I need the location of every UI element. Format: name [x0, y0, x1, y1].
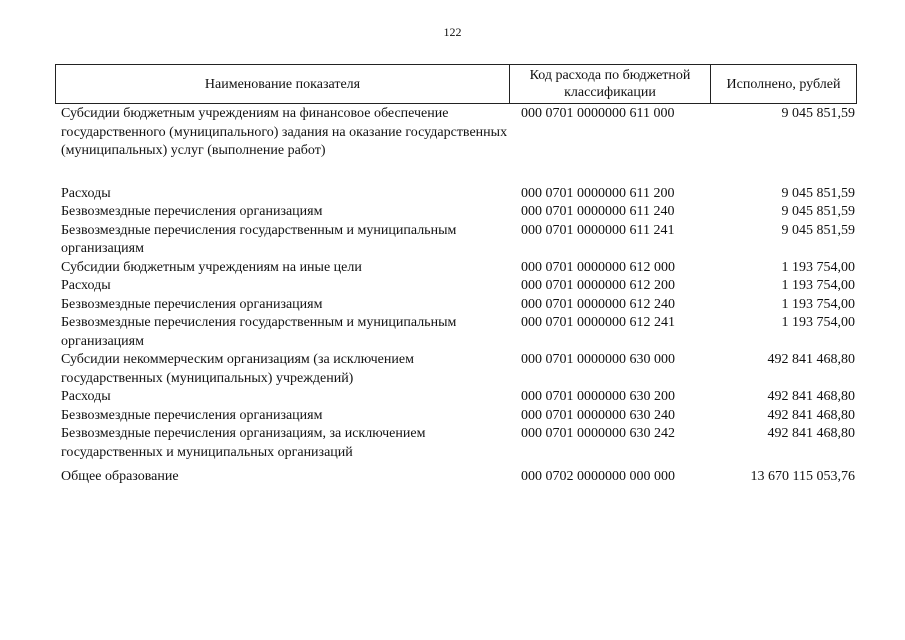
row-code: 000 0701 0000000 611 240 [521, 204, 675, 219]
row-name: Расходы [61, 278, 111, 293]
row-code: 000 0701 0000000 630 000 [521, 352, 675, 367]
header-amount: Исполнено, рублей [726, 76, 841, 92]
row-amount: 1 193 754,00 [781, 315, 855, 330]
row-code: 000 0701 0000000 612 200 [521, 278, 675, 293]
row-amount: 9 045 851,59 [781, 185, 855, 201]
table-row [55, 468, 857, 487]
page-number: 122 [443, 25, 462, 39]
row-amount: 13 670 115 053,76 [750, 469, 855, 484]
row-amount: 1 193 754,00 [781, 296, 855, 312]
row-code: 000 0701 0000000 630 242 [521, 426, 675, 441]
row-name: Безвозмездные перечисления государственным и муниципальным организациям [61, 222, 457, 256]
row-name: Субсидии бюджетным учреждениям на иные цели [61, 259, 362, 275]
row-code: 000 0701 0000000 612 241 [521, 315, 675, 330]
row-name: Расходы [61, 185, 111, 201]
row-amount: 492 841 468,80 [767, 407, 855, 423]
table-row [55, 105, 857, 161]
table-row [55, 388, 857, 407]
row-amount: 492 841 468,80 [767, 389, 855, 404]
row-code: 000 0702 0000000 000 000 [521, 469, 675, 484]
table-row [55, 259, 857, 278]
table-row [55, 222, 857, 259]
table-row [55, 277, 857, 296]
row-name: Субсидии некоммерческим организациям (за исключением государственных (муниципальных) учреждений) [61, 352, 414, 386]
row-code: 000 0701 0000000 612 000 [521, 259, 675, 275]
table-row [55, 351, 857, 388]
row-amount: 1 193 754,00 [781, 259, 855, 275]
row-name: Безвозмездные перечисления государственным и муниципальным организациям [61, 315, 457, 349]
row-amount: 492 841 468,80 [767, 352, 855, 367]
row-code: 000 0701 0000000 611 000 [521, 106, 675, 121]
row-code: 000 0701 0000000 611 200 [521, 185, 675, 201]
row-name: Безвозмездные перечисления организациям [61, 204, 323, 219]
table-row [55, 425, 857, 462]
header-code: Код расхода по бюджетной классификации [510, 65, 711, 103]
row-amount: 9 045 851,59 [781, 222, 855, 238]
table-row [55, 185, 857, 204]
table-row [55, 314, 857, 351]
table-row [55, 296, 857, 315]
row-amount: 9 045 851,59 [781, 106, 855, 121]
row-code: 000 0701 0000000 630 200 [521, 389, 675, 404]
row-name: Безвозмездные перечисления организациям, за исключением государственных и муниципальных организаций [61, 426, 426, 460]
row-name: Общее образование [61, 469, 179, 484]
table-body [55, 105, 857, 487]
table-row [55, 203, 857, 222]
row-amount: 9 045 851,59 [781, 204, 855, 219]
row-amount: 1 193 754,00 [781, 278, 855, 293]
row-code: 000 0701 0000000 612 240 [521, 296, 675, 312]
row-code: 000 0701 0000000 630 240 [521, 407, 675, 423]
row-name: Безвозмездные перечисления организациям [61, 296, 323, 312]
table-row [55, 407, 857, 426]
row-name: Субсидии бюджетным учреждениям на финансовое обеспечение государственного (муниципального) задания на оказание государственных (муниципальных) услуг (выполнение работ) [61, 106, 508, 158]
table-header [55, 64, 857, 104]
row-name: Безвозмездные перечисления организациям [61, 407, 323, 423]
row-code: 000 0701 0000000 611 241 [521, 222, 675, 238]
row-amount: 492 841 468,80 [767, 426, 855, 441]
row-name: Расходы [61, 389, 111, 404]
header-name: Наименование показателя [56, 65, 510, 103]
